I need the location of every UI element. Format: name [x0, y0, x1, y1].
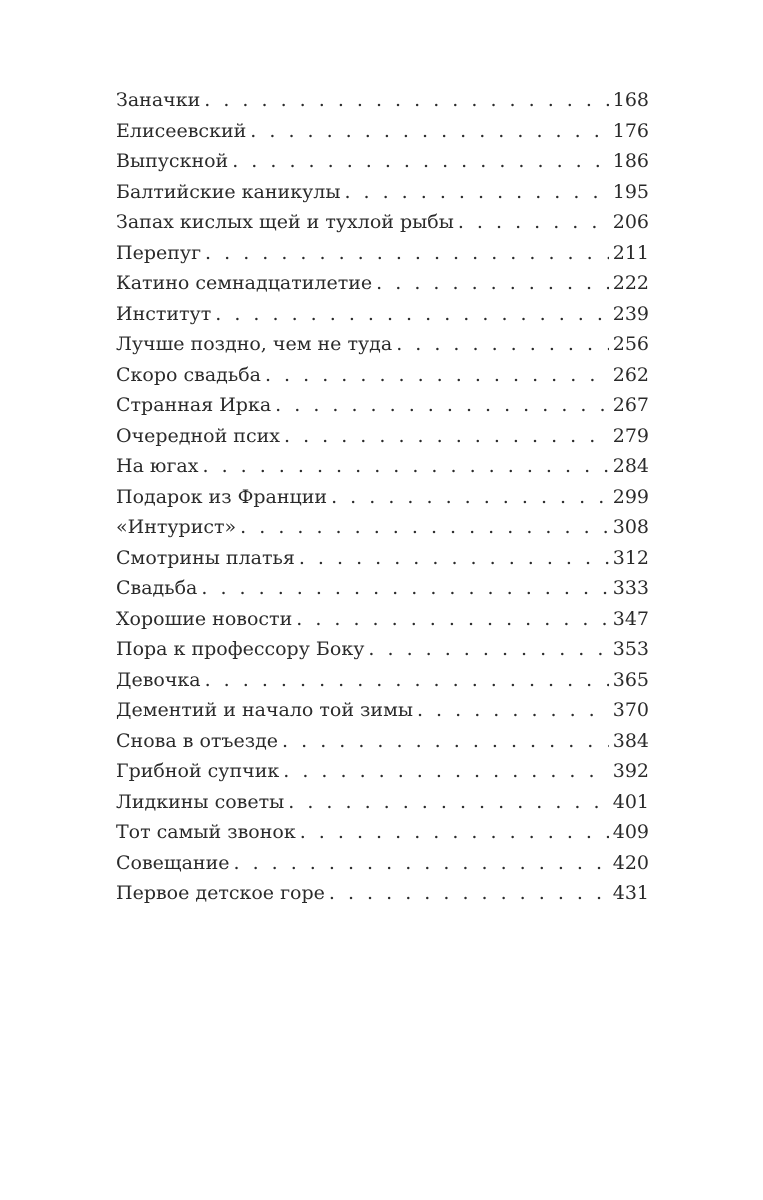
table-of-contents	[116, 89, 649, 913]
toc-entry	[116, 242, 649, 273]
toc-entry	[116, 211, 649, 242]
toc-entry-page: 186	[612, 150, 649, 172]
toc-entry-title: Дементий и начало той зимы	[116, 699, 413, 721]
toc-entry-title: Елисеевский	[116, 119, 247, 142]
dot-leader	[240, 516, 609, 538]
toc-entry-page: 222	[612, 272, 649, 294]
toc-entry	[116, 821, 649, 852]
toc-entry-page: 409	[612, 821, 649, 843]
toc-entry	[116, 669, 649, 700]
dot-leader	[202, 455, 608, 477]
dot-leader	[344, 181, 608, 203]
toc-entry-page: 420	[612, 851, 649, 874]
toc-entry-page: 370	[612, 699, 649, 721]
toc-entry	[116, 486, 649, 517]
toc-entry-title: Лидкины советы	[116, 790, 285, 813]
toc-entry-page: 401	[612, 790, 649, 813]
toc-entry-title: Грибной супчик	[116, 760, 280, 782]
toc-entry	[116, 577, 649, 608]
dot-leader	[296, 608, 609, 630]
toc-entry	[116, 181, 649, 212]
toc-entry	[116, 699, 649, 730]
dot-leader	[205, 242, 609, 264]
toc-entry-page: 206	[612, 211, 649, 233]
toc-entry	[116, 760, 649, 791]
toc-entry	[116, 303, 649, 334]
toc-entry-title: Странная Ирка	[116, 394, 272, 416]
toc-entry-title: Выпускной	[116, 150, 229, 172]
toc-entry-page: 256	[612, 333, 649, 355]
dot-leader	[282, 730, 609, 752]
dot-leader	[329, 882, 609, 904]
dot-leader	[275, 394, 609, 416]
toc-entry-page: 168	[612, 89, 649, 111]
toc-entry	[116, 364, 649, 395]
toc-entry-title: Хорошие новости	[116, 607, 293, 630]
dot-leader	[205, 669, 609, 691]
toc-entry-title: Заначки	[116, 89, 201, 111]
toc-entry-page: 353	[612, 638, 649, 660]
toc-entry-page: 267	[612, 394, 649, 416]
toc-entry	[116, 333, 649, 364]
dot-leader	[233, 852, 608, 874]
toc-entry-title: Лучше поздно, чем не туда	[116, 333, 393, 355]
toc-entry-page: 211	[612, 241, 649, 264]
toc-entry-page: 279	[612, 424, 649, 447]
toc-entry-title: Свадьба	[116, 577, 198, 599]
toc-entry-page: 239	[612, 302, 649, 325]
dot-leader	[284, 425, 609, 447]
toc-entry	[116, 608, 649, 639]
toc-entry-title: Институт	[116, 302, 212, 325]
toc-entry-title: Девочка	[116, 668, 201, 691]
dot-leader	[300, 821, 609, 843]
dot-leader	[288, 791, 608, 813]
toc-entry	[116, 150, 649, 181]
toc-entry	[116, 638, 649, 669]
toc-entry	[116, 852, 649, 883]
toc-entry-title: «Интурист»	[116, 516, 237, 538]
toc-entry-page: 284	[612, 455, 649, 477]
dot-leader	[232, 150, 609, 172]
toc-entry-title: Смотрины платья	[116, 546, 295, 569]
toc-entry-page: 299	[612, 485, 649, 508]
toc-entry-page: 195	[612, 180, 649, 203]
toc-entry	[116, 394, 649, 425]
toc-entry-page: 333	[612, 577, 649, 599]
toc-entry-title: Пора к профессору Боку	[116, 638, 365, 660]
toc-entry-title: На югах	[116, 455, 199, 477]
dot-leader	[376, 272, 609, 294]
toc-entry	[116, 516, 649, 547]
toc-entry-title: Тот самый звонок	[116, 821, 296, 843]
toc-entry-title: Первое детское горе	[116, 882, 325, 904]
toc-entry-page: 365	[612, 668, 649, 691]
dot-leader	[368, 638, 608, 660]
toc-entry-title: Катино семнадцатилетие	[116, 272, 373, 294]
toc-entry-title: Очередной псих	[116, 424, 280, 447]
toc-entry-page: 392	[612, 760, 649, 782]
dot-leader	[299, 547, 609, 569]
dot-leader	[283, 760, 608, 782]
dot-leader	[215, 303, 608, 325]
toc-entry-title: Перепуг	[116, 241, 202, 264]
toc-entry-page: 308	[612, 516, 649, 538]
dot-leader	[204, 89, 608, 111]
toc-entry-title: Снова в отъезде	[116, 729, 279, 752]
toc-entry-page: 384	[612, 729, 649, 752]
toc-entry-title: Скоро свадьба	[116, 363, 261, 386]
toc-entry-page: 262	[612, 363, 649, 386]
dot-leader	[265, 364, 609, 386]
toc-entry-page: 431	[612, 882, 649, 904]
dot-leader	[417, 699, 609, 721]
toc-entry	[116, 547, 649, 578]
toc-entry	[116, 272, 649, 303]
toc-entry-title: Балтийские каникулы	[116, 180, 341, 203]
toc-entry	[116, 455, 649, 486]
toc-entry-page: 176	[612, 119, 649, 142]
toc-entry	[116, 730, 649, 761]
dot-leader	[250, 120, 608, 142]
toc-entry-title: Подарок из Франции	[116, 485, 328, 508]
toc-entry-page: 347	[612, 607, 649, 630]
dot-leader	[331, 486, 609, 508]
toc-entry-page: 312	[612, 546, 649, 569]
toc-entry	[116, 89, 649, 120]
dot-leader	[396, 333, 609, 355]
toc-entry	[116, 791, 649, 822]
dot-leader	[458, 211, 609, 233]
dot-leader	[201, 577, 608, 599]
toc-entry-title: Совещание	[116, 851, 230, 874]
toc-entry	[116, 882, 649, 913]
toc-entry	[116, 425, 649, 456]
toc-entry-title: Запах кислых щей и тухлой рыбы	[116, 211, 454, 233]
toc-entry	[116, 120, 649, 151]
